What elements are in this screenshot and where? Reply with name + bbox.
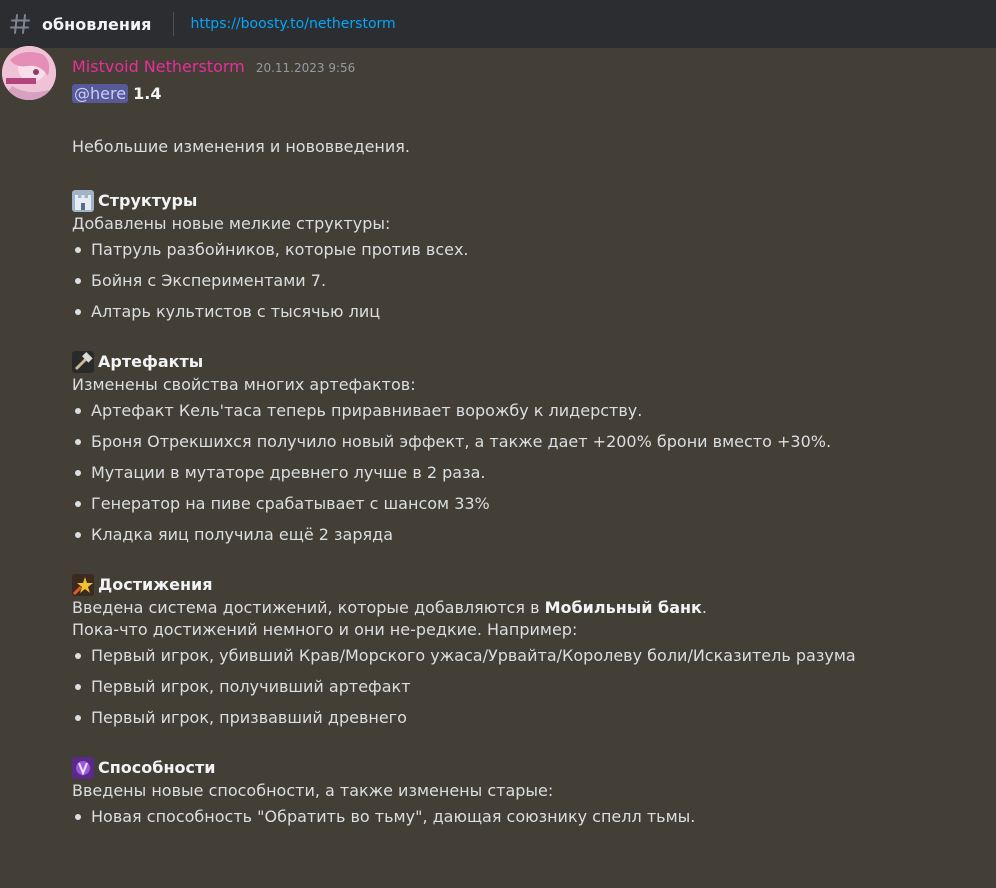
list-item: Кладка яиц получила ещё 2 заряда — [72, 524, 980, 555]
void-ability-emoji-icon — [72, 757, 94, 779]
message-content — [72, 83, 980, 837]
header-divider — [173, 12, 174, 36]
section-lead-2: Пока-что достижений немного и они не-редкие. Например: — [72, 620, 578, 639]
hash-icon — [8, 12, 32, 36]
channel-header — [0, 0, 996, 48]
hammer-emoji-icon — [72, 351, 94, 373]
list-item: Первый игрок, призвавший древнего — [72, 707, 980, 738]
channel-name: обновления — [42, 14, 152, 34]
section-title-abilities: Способности — [72, 756, 980, 780]
section-lead: Изменены свойства многих артефактов: — [72, 375, 416, 394]
section-title-achievements: Достижения — [72, 573, 980, 597]
section-title-artifacts: Артефакты — [72, 350, 980, 374]
structures-list — [72, 239, 980, 332]
message — [0, 48, 996, 837]
section-lead: Введены новые способности, а также изменены старые: — [72, 781, 554, 800]
mobile-bank-bold: Мобильный банк — [544, 598, 702, 617]
list-item: Патруль разбойников, которые против всех. — [72, 239, 980, 270]
list-item: Алтарь культистов с тысячью лиц — [72, 301, 980, 332]
message-author[interactable]: Mistvoid Netherstorm — [72, 57, 245, 76]
list-item: Артефакт Кель'таса теперь приравнивает ворожбу к лидерству. — [72, 400, 980, 431]
abilities-list — [72, 806, 980, 837]
version-label: 1.4 — [133, 84, 162, 103]
artifacts-list — [72, 400, 980, 555]
achievements-list — [72, 645, 980, 738]
list-item: Мутации в мутаторе древнего лучше в 2 раза. — [72, 462, 980, 493]
avatar[interactable] — [2, 46, 56, 100]
list-item: Броня Отрекшихся получило новый эффект, а также дает +200% брони вместо +30%. — [72, 431, 980, 462]
list-item: Бойня с Экспериментами 7. — [72, 270, 980, 301]
section-lead: Добавлены новые мелкие структуры: — [72, 214, 391, 233]
list-item: Первый игрок, получивший артефакт — [72, 676, 980, 707]
here-mention[interactable]: @here — [74, 84, 127, 103]
section-lead: Введена система достижений, которые добавляются в Мобильный банк. — [72, 598, 707, 617]
message-timestamp: 20.11.2023 9:56 — [255, 61, 356, 75]
list-item: Первый игрок, убивший Крав/Морского ужаса/Урвайта/Королеву боли/Исказитель разума — [72, 645, 980, 676]
intro-text: Небольшие изменения и нововведения. — [72, 137, 410, 156]
list-item: Новая способность "Обратить во тьму", дающая союзнику спелл тьмы. — [72, 806, 980, 837]
list-item: Генератор на пиве срабатывает с шансом 33% — [72, 493, 980, 524]
section-title-structures: Структуры — [72, 189, 980, 213]
castle-emoji-icon — [72, 190, 94, 212]
channel-topic-link[interactable]: https://boosty.to/netherstorm — [190, 16, 396, 32]
star-emoji-icon — [72, 574, 94, 596]
